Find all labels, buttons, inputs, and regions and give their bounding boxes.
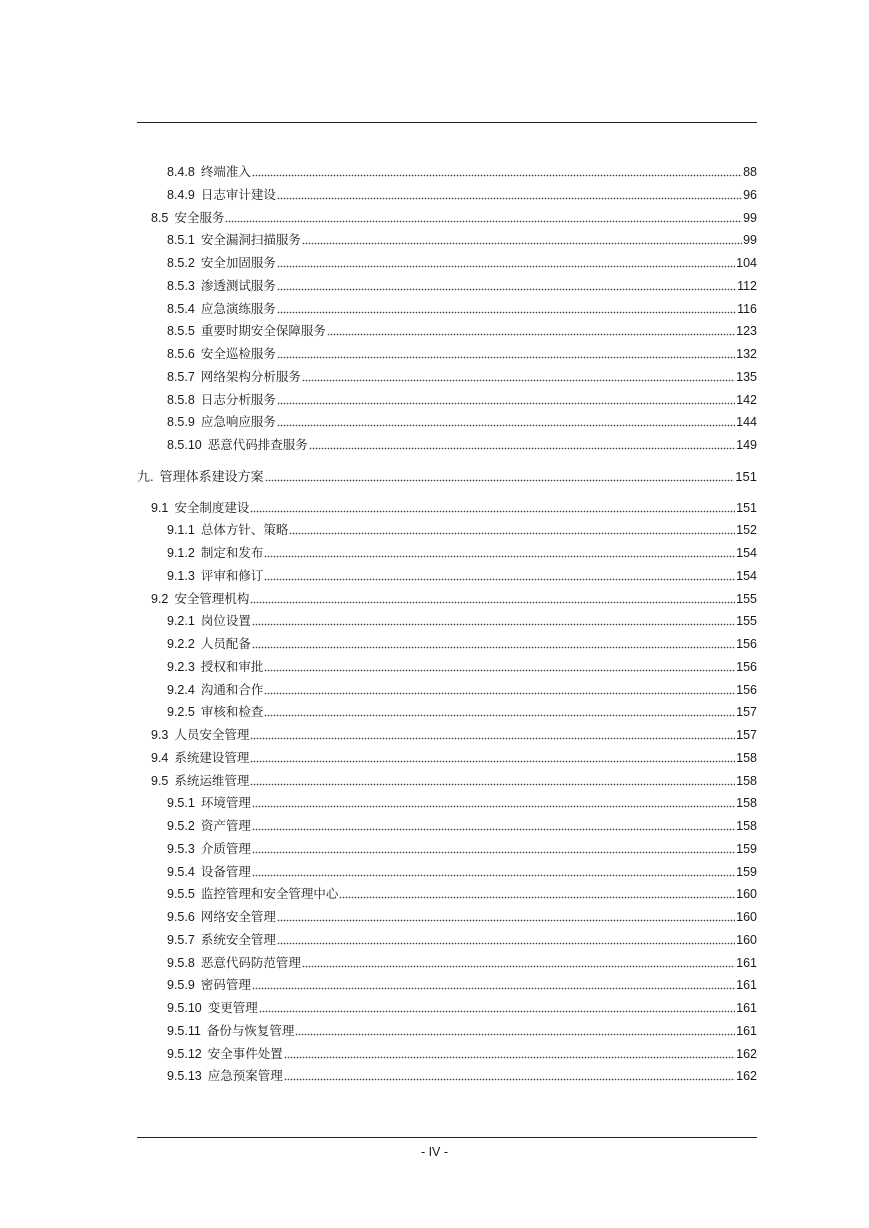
toc-entry-page: 158: [736, 750, 757, 765]
toc-entry-title: 总体方针、策略: [200, 523, 289, 538]
toc-dot-leader: [252, 979, 735, 990]
toc-dot-leader: [277, 911, 735, 922]
toc-entry[interactable]: [137, 587, 757, 607]
toc-entry-number: 9.5.9: [167, 978, 195, 993]
toc-dot-leader: [252, 615, 735, 626]
toc-entry-page: 154: [736, 546, 757, 560]
toc-entry-title: 安全巡检服务: [200, 347, 276, 361]
toc-entry[interactable]: [137, 274, 757, 294]
toc-entry[interactable]: [137, 814, 757, 834]
toc-entry[interactable]: [137, 1019, 757, 1039]
toc-entry-title: 安全服务: [174, 210, 225, 225]
toc-entry[interactable]: [137, 206, 757, 226]
toc-entry-page: 160: [736, 932, 757, 947]
toc-entry-number: 9.5.6: [167, 910, 195, 924]
toc-entry-page: 135: [736, 369, 757, 384]
toc-entry-title: 渗透测试服务: [200, 278, 276, 293]
toc-entry-page: 159: [736, 841, 757, 856]
toc-entry-title: 安全漏洞扫描服务: [200, 233, 301, 248]
toc-entry-page: 96: [743, 187, 757, 202]
toc-entry[interactable]: [137, 388, 757, 408]
toc-entry-number: 8.5.1: [167, 233, 195, 248]
toc-entry-number: 8.4.8: [167, 165, 195, 179]
toc-entry-number: 9.5.5: [167, 887, 195, 902]
toc-dot-leader: [252, 866, 735, 877]
toc-entry-page: 149: [736, 438, 757, 452]
toc-dot-leader: [284, 1048, 735, 1059]
toc-entry-title: 设备管理: [200, 864, 251, 879]
toc-entry-title: 人员安全管理: [174, 728, 250, 742]
toc-entry-title: 安全加固服务: [200, 256, 276, 270]
toc-dot-leader: [225, 212, 742, 223]
toc-entry[interactable]: [137, 251, 757, 271]
toc-entry-title: 监控管理和安全管理中心: [200, 887, 339, 902]
toc-entry-number: 9.5.3: [167, 841, 195, 856]
toc-entry-number: 8.5.2: [167, 256, 195, 270]
toc-entry-title: 日志审计建设: [200, 187, 276, 202]
toc-entry-title: 重要时期安全保障服务: [200, 324, 326, 339]
toc-dot-leader: [284, 1070, 735, 1081]
toc-dot-leader: [277, 416, 735, 427]
toc-entry-number: 9.2: [151, 591, 169, 606]
toc-entry-number: 9.2.1: [167, 614, 195, 629]
toc-dot-leader: [277, 394, 735, 405]
toc-dot-leader: [250, 752, 735, 763]
toc-dot-leader: [252, 166, 742, 177]
toc-entry-page: 142: [736, 392, 757, 407]
toc-entry-number: 9.5.11: [167, 1023, 201, 1038]
toc-entry-number: 8.5.7: [167, 369, 195, 384]
toc-dot-leader: [277, 189, 742, 200]
toc-entry-number: 9.5.7: [167, 932, 195, 947]
toc-dot-leader: [309, 439, 735, 450]
toc-entry-number: 9.2.2: [167, 637, 195, 651]
toc-entry-title: 系统建设管理: [174, 750, 250, 765]
toc-entry[interactable]: [137, 928, 757, 948]
toc-entry-page: 99: [743, 233, 757, 248]
toc-entry-title: 安全制度建设: [174, 500, 250, 515]
toc-entry-title: 环境管理: [200, 796, 251, 811]
toc-entry-page: 158: [736, 819, 757, 833]
toc-entry[interactable]: [137, 973, 757, 993]
toc-entry-page: 156: [736, 637, 757, 651]
toc-dot-leader: [264, 547, 735, 558]
header-rule: [137, 122, 757, 123]
toc-entry[interactable]: [137, 723, 757, 743]
toc-entry[interactable]: [137, 160, 757, 180]
toc-entry-page: 156: [736, 659, 757, 674]
toc-entry-number: 9.5.8: [167, 955, 195, 970]
toc-entry-page: 132: [736, 347, 757, 361]
toc-dot-leader: [250, 502, 735, 513]
toc-entry-page: 162: [736, 1046, 757, 1061]
toc-entry-title: 人员配备: [200, 637, 251, 651]
toc-entry[interactable]: [137, 609, 757, 629]
toc-entry-title: 沟通和合作: [200, 682, 264, 697]
toc-entry[interactable]: [137, 1042, 757, 1062]
toc-dot-leader: [252, 820, 735, 831]
toc-entry[interactable]: [137, 882, 757, 902]
toc-entry-page: 159: [736, 864, 757, 879]
toc-entry-page: 160: [736, 910, 757, 924]
toc-entry-number: 8.4.9: [167, 187, 195, 202]
toc-entry-title: 制定和发布: [200, 546, 264, 560]
toc-dot-leader: [327, 325, 735, 336]
toc-entry-page: 116: [737, 301, 757, 316]
toc-entry-page: 104: [736, 256, 757, 270]
toc-entry[interactable]: [137, 632, 757, 652]
toc-dot-leader: [264, 706, 735, 717]
toc-dot-leader: [295, 1025, 735, 1036]
toc-entry-title: 审核和检查: [200, 705, 264, 720]
toc-entry-title: 网络安全管理: [200, 910, 276, 924]
toc-entry-page: 155: [736, 614, 757, 629]
toc-dot-leader: [259, 1002, 735, 1013]
toc-entry-page: 151: [735, 468, 757, 484]
toc-entry-number: 9.5.4: [167, 864, 195, 879]
toc-entry-page: 160: [736, 887, 757, 902]
toc-entry-number: 9.1.3: [167, 568, 195, 583]
toc-entry-number: 8.5: [151, 210, 169, 225]
toc-entry[interactable]: [137, 791, 757, 811]
toc-dot-leader: [250, 729, 735, 740]
toc-entry-page: 99: [743, 210, 757, 225]
toc-entry-title: 备份与恢复管理: [206, 1023, 295, 1038]
toc-dot-leader: [252, 797, 735, 808]
toc-entry-title: 岗位设置: [200, 614, 251, 629]
toc-entry-number: 9.5.10: [167, 1001, 202, 1015]
toc-dot-leader: [252, 843, 735, 854]
toc-entry-page: 156: [736, 682, 757, 697]
toc-entry[interactable]: [137, 518, 757, 538]
toc-entry-number: 9.5.2: [167, 819, 195, 833]
toc-entry-page: 158: [736, 773, 757, 788]
toc-dot-leader: [277, 280, 736, 291]
toc-entry-number: 9.5: [151, 773, 169, 788]
toc-dot-leader: [264, 570, 735, 581]
toc-dot-leader: [252, 638, 735, 649]
toc-entry[interactable]: [137, 433, 757, 453]
toc-entry-number: 8.5.10: [167, 438, 202, 452]
toc-entry[interactable]: [137, 678, 757, 698]
toc-dot-leader: [289, 524, 735, 535]
toc-dot-leader: [302, 234, 742, 245]
toc-entry-page: 162: [736, 1069, 757, 1084]
toc-entry[interactable]: [137, 564, 757, 584]
toc-entry-number: 8.5.4: [167, 301, 195, 316]
toc-dot-leader: [277, 257, 735, 268]
toc-entry-title: 终端准入: [200, 165, 251, 179]
toc-dot-leader: [250, 593, 735, 604]
toc-entry-page: 161: [736, 955, 757, 970]
toc-entry-title: 安全管理机构: [174, 591, 250, 606]
toc-entry[interactable]: [137, 860, 757, 880]
footer-rule: [137, 1137, 757, 1138]
toc-entry[interactable]: [137, 365, 757, 385]
toc-entry-title: 应急响应服务: [200, 415, 276, 430]
toc-entry[interactable]: [137, 837, 757, 857]
toc-entry-title: 恶意代码防范管理: [200, 955, 301, 970]
toc-dot-leader: [250, 775, 735, 786]
toc-entry[interactable]: [137, 700, 757, 720]
toc-entry-title: 网络架构分析服务: [200, 369, 301, 384]
toc-entry[interactable]: [137, 769, 757, 789]
toc-dot-leader: [339, 888, 735, 899]
toc-entry-number: 9.5.13: [167, 1069, 202, 1084]
toc-entry-title: 日志分析服务: [200, 392, 276, 407]
toc-entry-number: 九.: [137, 468, 154, 484]
toc-entry[interactable]: [137, 342, 757, 362]
toc-entry-title: 管理体系建设方案: [159, 468, 264, 484]
toc-entry-title: 恶意代码排查服务: [207, 438, 308, 452]
toc-entry[interactable]: [137, 905, 757, 925]
toc-entry-page: 144: [736, 415, 757, 430]
toc-entry-title: 应急演练服务: [200, 301, 276, 316]
toc-entry-page: 151: [736, 500, 757, 515]
toc-entry-title: 安全事件处置: [207, 1046, 283, 1061]
toc-entry-title: 系统安全管理: [200, 932, 276, 947]
toc-entry[interactable]: [137, 228, 757, 248]
toc-entry[interactable]: [137, 541, 757, 561]
toc-entry-page: 112: [737, 278, 757, 293]
toc-entry-page: 88: [743, 165, 757, 179]
toc-entry-page: 158: [736, 796, 757, 811]
toc-entry[interactable]: [137, 496, 757, 516]
toc-entry-page: 155: [736, 591, 757, 606]
toc-entry[interactable]: [137, 183, 757, 203]
toc-entry-number: 9.1.2: [167, 546, 195, 560]
toc-dot-leader: [264, 684, 735, 695]
toc-entry-page: 154: [736, 568, 757, 583]
toc-entry[interactable]: [137, 655, 757, 675]
toc-entry-title: 系统运维管理: [174, 773, 250, 788]
toc-entry-page: 161: [736, 1023, 757, 1038]
toc-entry[interactable]: [137, 1064, 757, 1084]
toc-entry-number: 9.4: [151, 750, 169, 765]
toc-entry-title: 变更管理: [207, 1001, 258, 1015]
toc-entry-number: 9.3: [151, 728, 169, 742]
toc-entry-page: 157: [736, 728, 757, 742]
toc-entry-page: 123: [736, 324, 757, 339]
page-number: - IV -: [420, 1145, 449, 1159]
toc-entry[interactable]: [137, 319, 757, 339]
toc-entry-number: 9.5.1: [167, 796, 195, 811]
toc-entry-number: 8.5.8: [167, 392, 195, 407]
toc-entry-number: 8.5.6: [167, 347, 195, 361]
toc-entry-title: 授权和审批: [200, 659, 264, 674]
toc-entry-page: 161: [736, 978, 757, 993]
toc-entry-number: 9.2.5: [167, 705, 195, 720]
toc-entry-number: 8.5.5: [167, 324, 195, 339]
toc-dot-leader: [277, 303, 736, 314]
toc-dot-leader: [277, 934, 735, 945]
toc-entry[interactable]: [137, 951, 757, 971]
toc-entry-number: 9.5.12: [167, 1046, 202, 1061]
toc-dot-leader: [265, 471, 735, 482]
toc-entry-page: 157: [736, 705, 757, 720]
toc-entry-number: 9.1: [151, 500, 169, 515]
toc-entry-title: 资产管理: [200, 819, 251, 833]
toc-entry-number: 8.5.9: [167, 415, 195, 430]
toc-entry[interactable]: [137, 410, 757, 430]
toc-entry-page: 161: [736, 1001, 757, 1015]
toc-entry-number: 9.2.3: [167, 659, 195, 674]
toc-entry[interactable]: [137, 465, 757, 485]
toc-dot-leader: [277, 348, 735, 359]
toc-entry-page: 152: [736, 523, 757, 538]
toc-entry[interactable]: [137, 996, 757, 1016]
toc-entry-number: 9.1.1: [167, 523, 195, 538]
toc-entry-title: 应急预案管理: [207, 1069, 283, 1084]
toc-entry-number: 9.2.4: [167, 682, 195, 697]
toc-entry-title: 评审和修订: [200, 568, 264, 583]
toc-entry-number: 8.5.3: [167, 278, 195, 293]
toc-dot-leader: [302, 957, 735, 968]
toc-entry[interactable]: [137, 297, 757, 317]
toc-entry-title: 介质管理: [200, 841, 251, 856]
toc-dot-leader: [264, 661, 735, 672]
toc-dot-leader: [302, 371, 735, 382]
toc-entry[interactable]: [137, 746, 757, 766]
toc-entry-title: 密码管理: [200, 978, 251, 993]
